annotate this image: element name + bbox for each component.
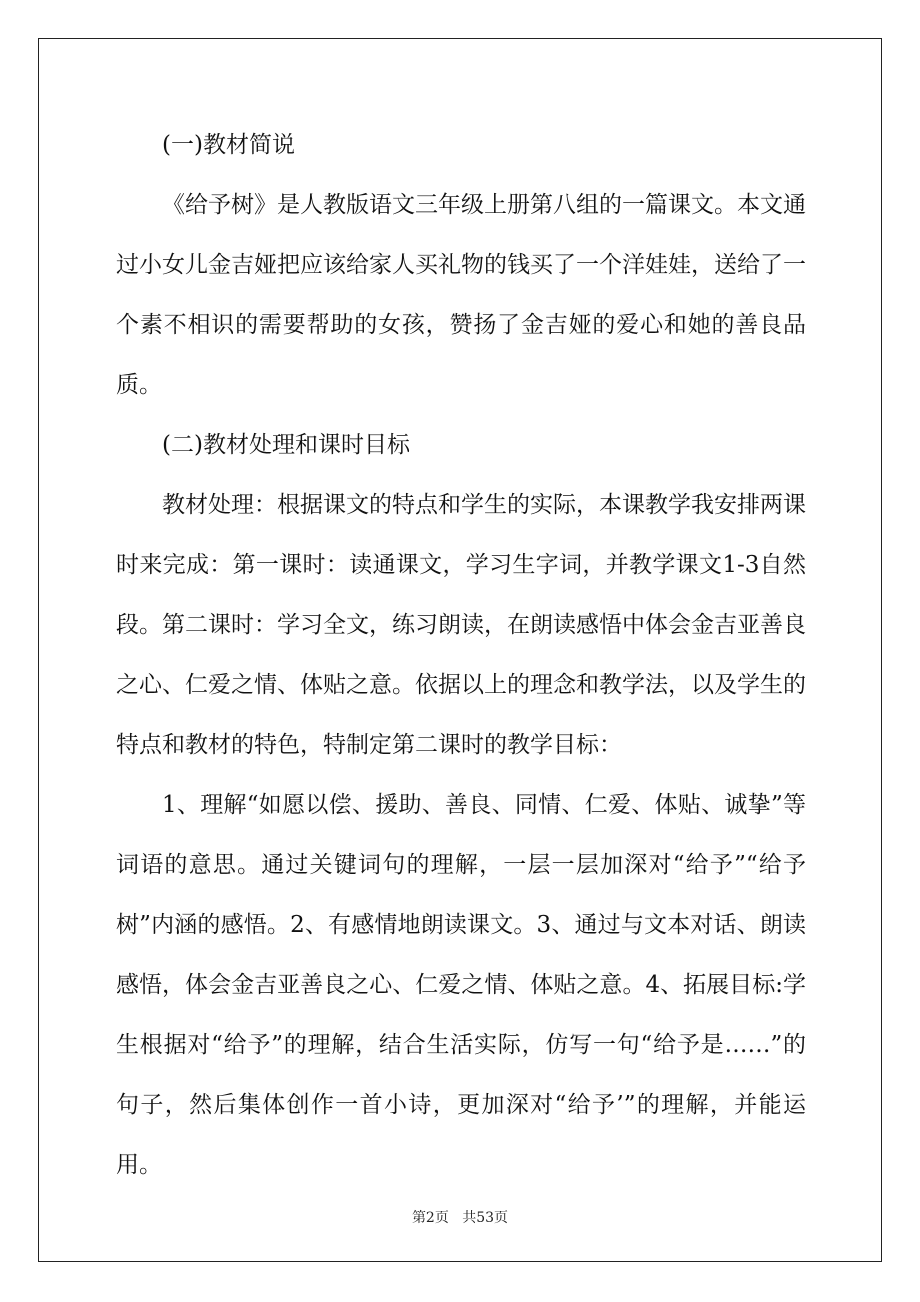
paragraph-processing: 教材处理：根据课文的特点和学生的实际，本课教学我安排两课时来完成：第一课时：读通课文，学习生字词，并教学课文1-3自然段。第二课时：学习全文，练习朗读，在朗读感悟中体会金吉亚善良之心、仁爱之情、体贴之意。依据以上的理念和教学法，以及学生的特点和教材的特色，特制定第二课时的教学目标： xyxy=(116,492,806,758)
paragraph-intro: 《给予树》是人教版语文三年级上册第八组的一篇课文。本文通过小女儿金吉娅把应该给家人买礼物的钱买了一个洋娃娃，送给了一个素不相识的需要帮助的女孩，赞扬了金吉娅的爱心和她的善良品质。 xyxy=(116,192,806,398)
page-number: 第2页 xyxy=(411,1210,449,1226)
paragraph-goals: 1、理解“如愿以偿、援助、善良、同情、仁爱、体贴、诚挚”等词语的意思。通过关键词句的理解，一层一层加深对“给予”“给予树”内涵的感悟。2、有感情地朗读课文。3、通过与文本对话、朗读感悟，体会金吉亚善良之心、仁爱之情、体贴之意。4、拓展目标:学生根据对“给予”的理解，结合生活实际，仿写一句“给予是……”的句子，然后集体创作一首小诗，更加深对“给予’”的理解，并能运用。 xyxy=(116,792,806,1178)
section-heading-2: (二)教材处理和课时目标 xyxy=(162,432,410,458)
document-body xyxy=(116,115,806,1195)
page-footer xyxy=(0,1207,920,1227)
section-heading-1: (一)教材简说 xyxy=(162,132,295,158)
page-total: 共53页 xyxy=(462,1210,509,1226)
